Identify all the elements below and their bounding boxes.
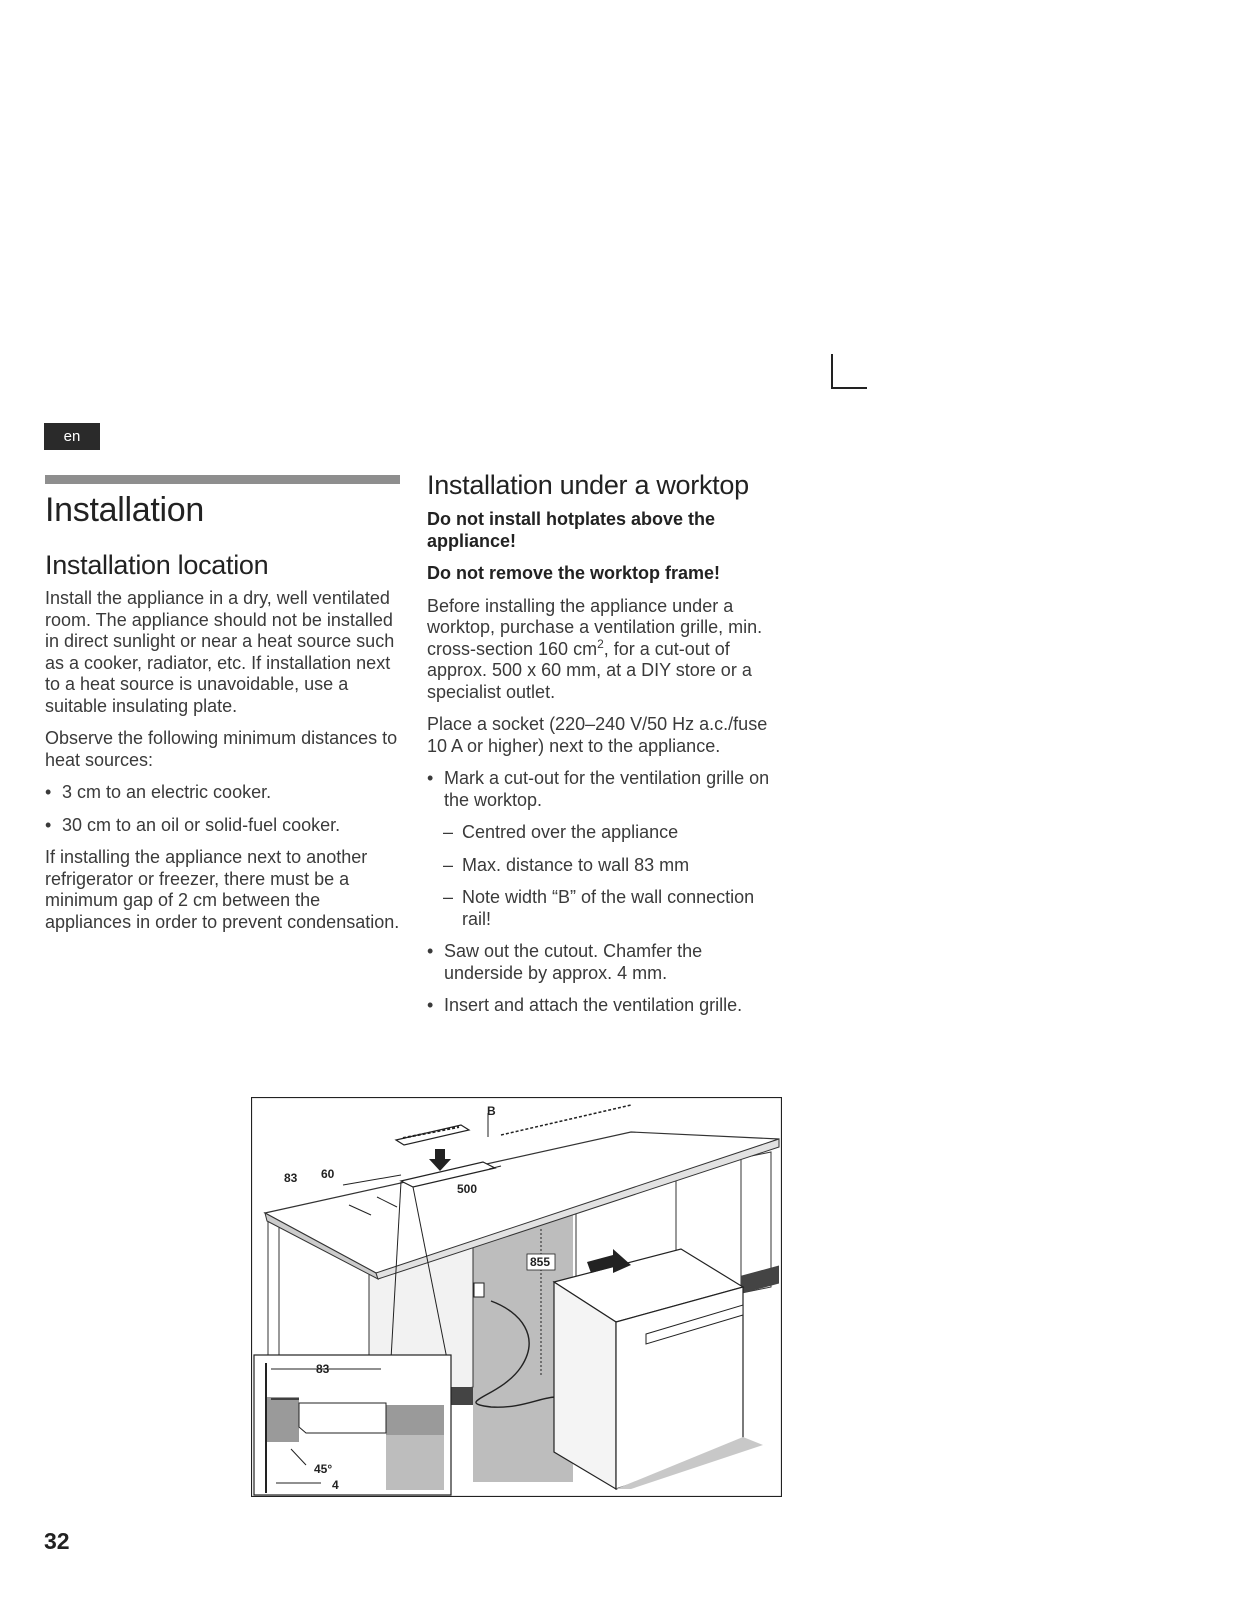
language-tag: en [44, 423, 100, 450]
dash-marker: – [443, 887, 454, 907]
inset-label-45: 45° [314, 1462, 333, 1476]
dash-marker: – [443, 854, 454, 875]
dash-marker: – [443, 822, 454, 842]
socket [474, 1283, 484, 1297]
label-83: 83 [284, 1171, 298, 1185]
warning-text: Do not remove the worktop frame! [427, 563, 721, 583]
page-number: 32 [44, 1528, 70, 1554]
page-title: Installation [45, 491, 204, 529]
left-column [45, 588, 403, 944]
bullet-marker: • [427, 995, 434, 1015]
list-item [427, 768, 782, 811]
bullet-marker: • [45, 782, 52, 802]
section-heading-worktop: Installation under a worktop [427, 470, 749, 500]
right-column [427, 509, 782, 1028]
list-item-text: Max. distance to wall 83 mm [462, 854, 690, 875]
bullet-marker: • [45, 814, 52, 835]
bullet-marker: • [427, 941, 434, 961]
section-rule [45, 475, 400, 484]
list-item [45, 815, 403, 837]
inset-label-4: 4 [332, 1478, 339, 1492]
sub-list-item [443, 887, 782, 930]
paragraph: Before installing the appliance under a worktop, purchase a ventilation grille, min. cross-section 160 $cm^2$, for a cut-out of approx. 500 x 60 mm, at a DIY store or a specialist outlet. [427, 595, 763, 702]
list-item-text: Centred over the appliance [462, 822, 679, 842]
left-plinth [451, 1387, 473, 1405]
installation-diagram [251, 1097, 782, 1497]
inset-label-83: 83 [316, 1362, 330, 1376]
list-item-text: 3 cm to an electric cooker. [62, 782, 272, 802]
crop-mark [831, 354, 867, 389]
sub-list-item [443, 855, 782, 877]
list-item-text: Insert and attach the ventilation grille. [444, 995, 743, 1015]
paragraph: Place a socket (220–240 V/50 Hz a.c./fuse 10 A or higher) next to the appliance. [427, 714, 768, 756]
warning-text: Do not install hotplates above the appliance! [427, 509, 716, 551]
list-item [45, 782, 403, 804]
list-item-text: Saw out the cutout. Chamfer the underside by approx. 4 mm. [444, 941, 703, 983]
paragraph: Install the appliance in a dry, well ventilated room. The appliance should not be installed in direct sunlight or near a heat source such as a cooker, radiator, etc. If installation next to a heat source is unavoidable, use a suitable insulating plate. [45, 588, 395, 716]
sub-list-item [443, 822, 782, 844]
section-heading-location: Installation location [45, 550, 269, 580]
list-item-text: Note width “B” of the wall connection rail! [462, 887, 755, 929]
list-item [427, 995, 782, 1017]
list-item-text: 30 cm to an oil or solid-fuel cooker. [62, 814, 341, 835]
paragraph: If installing the appliance next to another refrigerator or freezer, there must be a minimum gap of 2 cm between the appliances in order to prevent condensation. [45, 847, 400, 932]
paragraph: Observe the following minimum distances to heat sources: [45, 728, 398, 770]
list-item-text: Mark a cut-out for the ventilation grille on the worktop. [444, 768, 770, 810]
bullet-marker: • [427, 768, 434, 788]
label-855: 855 [530, 1255, 551, 1269]
label-b: B [487, 1104, 496, 1118]
label-60: 60 [321, 1167, 335, 1181]
label-500: 500 [457, 1182, 478, 1196]
list-item [427, 941, 782, 984]
